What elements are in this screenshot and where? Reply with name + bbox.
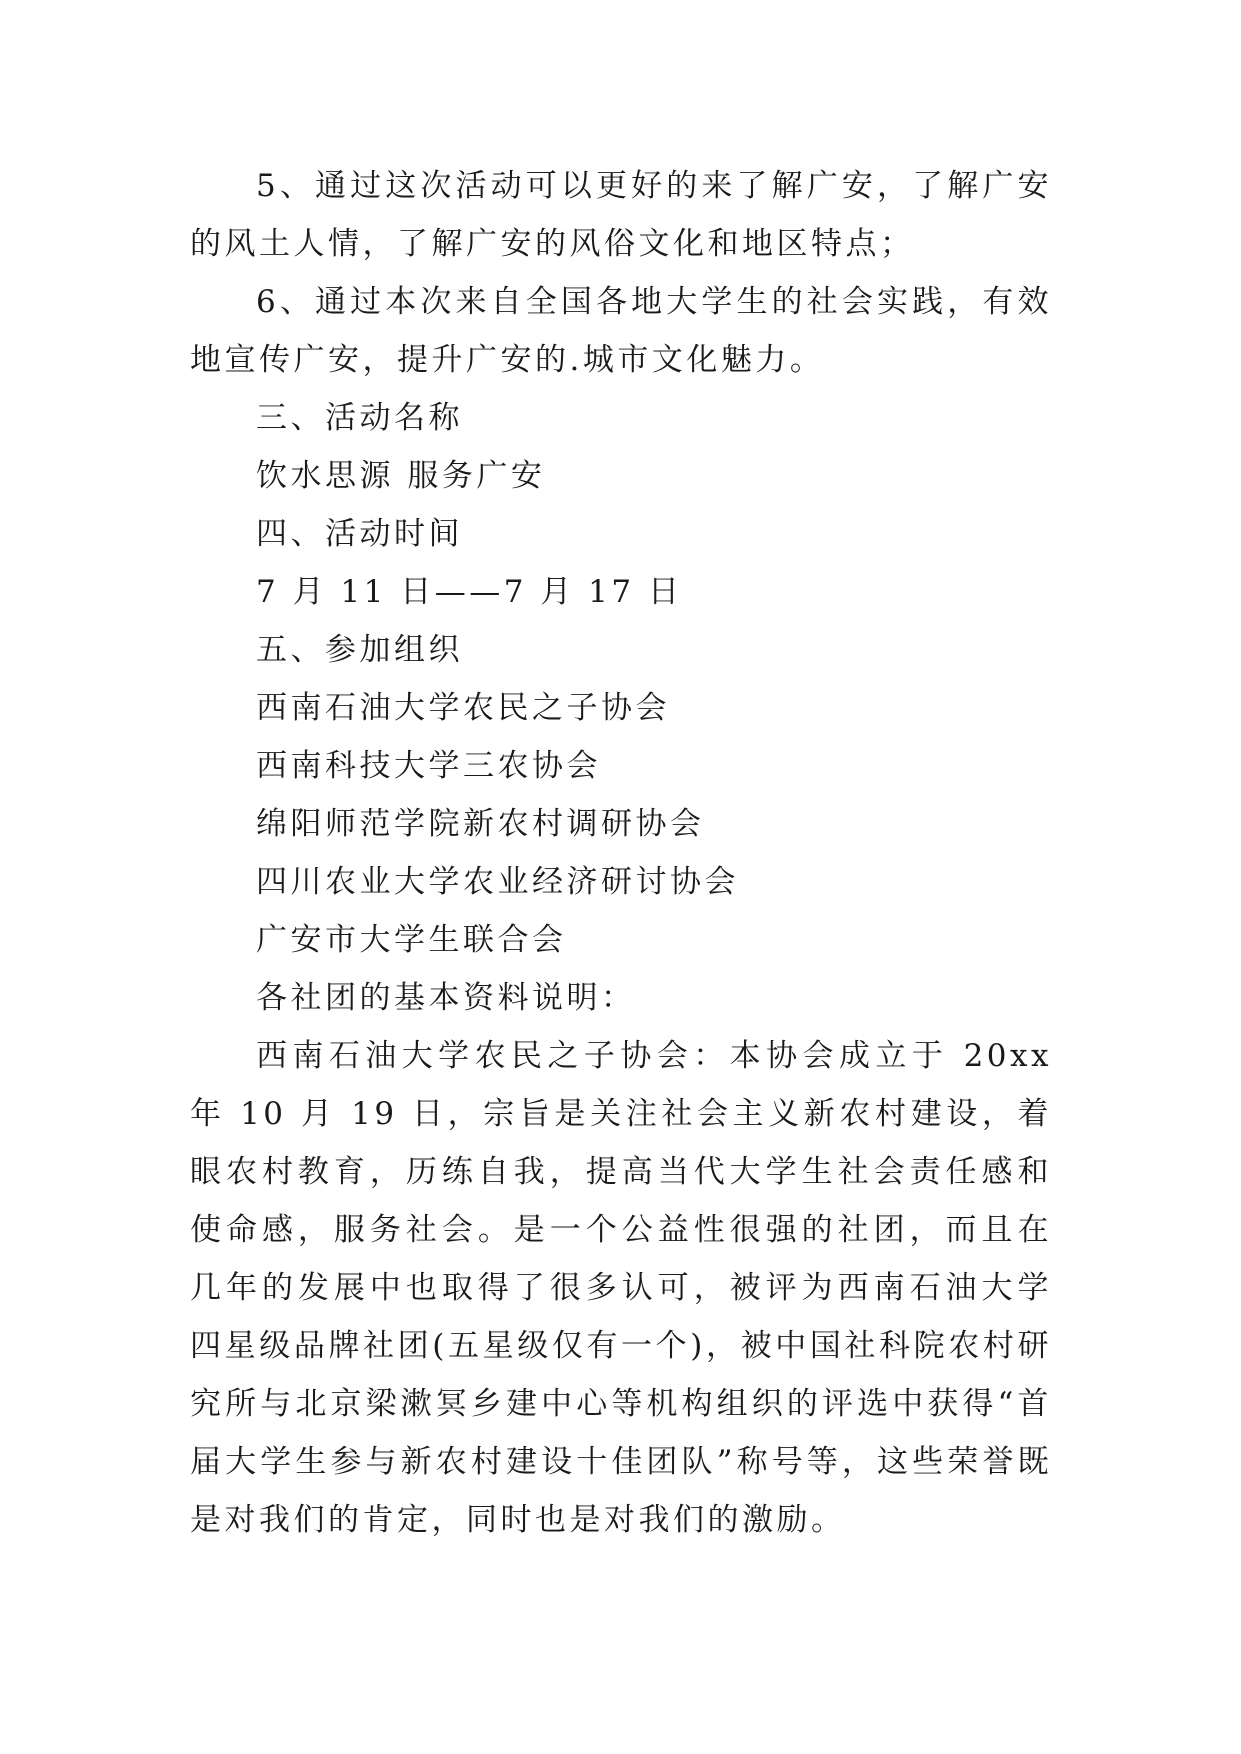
organizations-intro: 各社团的基本资料说明： [256,980,636,1016]
organization-item: 绵阳师范学院新农村调研协会 [256,806,705,842]
section-heading-activity-time: 四、活动时间 [256,516,463,552]
paragraph-goal-6: 6、通过本次来自全国各地大学生的社会实践，有效地宣传广安，提升广安的.城市文化魅力。 [190,284,1052,378]
activity-time: 7 月 11 日——7 月 17 日 [256,574,683,610]
document-body [190,157,1052,1549]
paragraph-organization-description: 西南石油大学农民之子协会：本协会成立于 20xx 年 10 月 19 日，宗旨是关注社会主义新农村建设，着眼农村教育，历练自我，提高当代大学生社会责任感和使命感，服务社会。是一个公益性很强的社团，而且在几年的发展中也取得了很多认可，被评为西南石油大学四星级品牌社团(五星级仅有一个)，被中国社科院农村研究所与北京梁漱冥乡建中心等机构组织的评选中获得“首届大学生参与新农村建设十佳团队”称号等，这些荣誉既是对我们的肯定，同时也是对我们的激励。 [190,1038,1052,1538]
organization-item: 四川农业大学农业经济研讨协会 [256,864,739,900]
organization-item: 西南石油大学农民之子协会 [256,690,670,726]
activity-name: 饮水思源 服务广安 [256,458,546,494]
organization-item: 西南科技大学三农协会 [256,748,601,784]
section-heading-organizations: 五、参加组织 [256,632,463,668]
section-heading-activity-name: 三、活动名称 [256,400,463,436]
organization-item: 广安市大学生联合会 [256,922,567,958]
paragraph-goal-5: 5、通过这次活动可以更好的来了解广安，了解广安的风土人情，了解广安的风俗文化和地区特点； [190,168,1052,262]
